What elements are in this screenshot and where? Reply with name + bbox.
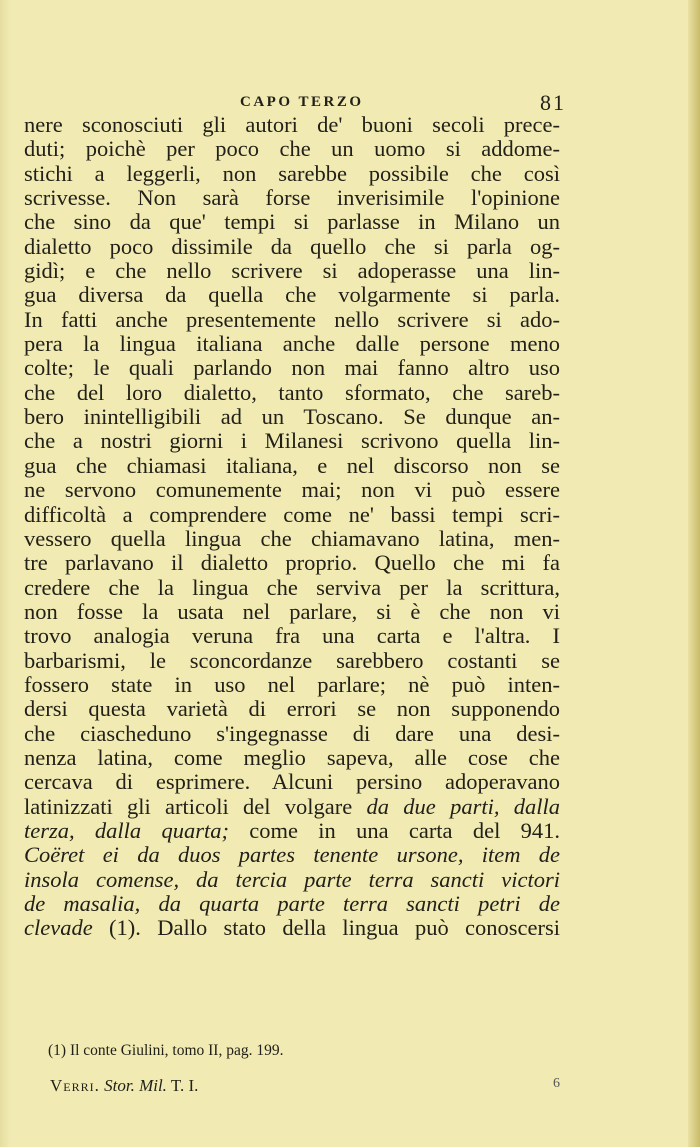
text-line: pera la lingua italiana anche dalle persone meno xyxy=(24,331,560,357)
text-line: che a nostri giorni i Milanesi scrivono quella lin- xyxy=(24,428,560,454)
text-line: barbarismi, le sconcordanze sarebbero costanti se xyxy=(24,647,560,673)
text-line: credere che la lingua che serviva per la scrittura, xyxy=(24,574,560,600)
text-line: gidì; e che nello scrivere si adoperasse una lin- xyxy=(24,258,560,284)
running-title: CAPO TERZO xyxy=(240,94,364,110)
text-line: stichi a leggerli, non sarebbe possibile che così xyxy=(24,160,560,186)
signature-title: Stor. Mil. xyxy=(104,1076,167,1095)
text-line: difficoltà a comprendere come ne' bassi tempi scri- xyxy=(24,501,560,527)
page-number: 81 xyxy=(540,90,566,115)
text-line: colte; le quali parlando non mai fanno altro uso xyxy=(24,355,560,381)
text-line: scrivesse. Non sarà forse inverisimile l'opinione xyxy=(24,185,560,211)
text-line: cercava di esprimere. Alcuni persino adoperavano xyxy=(24,769,560,795)
text-line: nere sconosciuti gli autori de' buoni secoli prece- xyxy=(24,112,560,137)
page-gutter-shade xyxy=(0,0,10,1147)
text-line: trovo analogia veruna fra una carta e l'altra. I xyxy=(24,623,560,649)
text-line: In fatti anche presentemente nello scrivere si ado- xyxy=(24,306,560,332)
body-text xyxy=(24,113,560,941)
text-line: che del loro dialetto, tanto sformato, che sareb- xyxy=(24,379,560,405)
italic-run: da due parti, dalla xyxy=(366,793,560,819)
italic-quotation-line: de masalia, da quarta parte terra sancti petri de xyxy=(24,891,560,916)
text-line: gua diversa da quella che volgarmente si parla. xyxy=(24,282,560,308)
signature-line xyxy=(50,1076,560,1100)
text-line: dialetto poco dissimile da quello che si parla og- xyxy=(24,233,560,259)
signature-volume: T. I. xyxy=(170,1076,199,1095)
text-line: nenza latina, come meglio sapeva, alle cose che xyxy=(24,744,560,770)
signature-left xyxy=(50,1076,198,1096)
text-line: che ciascheduno s'ingegnasse di dare una desi- xyxy=(24,720,560,746)
text-line: tre parlavano il dialetto proprio. Quello che mi fa xyxy=(24,550,560,576)
roman-run: latinizzati gli articoli del volgare xyxy=(24,793,367,819)
signature-author: Verri. xyxy=(50,1076,100,1095)
text-line: vessero quella lingua che chiamavano latina, men- xyxy=(24,525,560,551)
footnote: (1) Il conte Giulini, tomo II, pag. 199. xyxy=(48,1042,284,1059)
italic-quotation-line: insola comense, da tercia parte terra sancti victori xyxy=(24,866,560,892)
roman-run: come in una carta del 941. xyxy=(228,817,560,843)
text-line: fossero state in uso nel parlare; nè può inten- xyxy=(24,671,560,697)
italic-run: terza, dalla quarta; xyxy=(24,817,229,843)
text-line-mixed xyxy=(24,819,560,843)
sheet-mark: 6 xyxy=(553,1076,560,1091)
italic-run: clevade xyxy=(24,915,93,941)
text-line: che sino da que' tempi si parlasse in Milano un xyxy=(24,209,560,235)
text-line: ne servono comunemente mai; non vi può essere xyxy=(24,477,560,503)
text-line: non fosse la usata nel parlare, si è che non vi xyxy=(24,598,560,624)
text-line: dersi questa varietà di errori se non supponendo xyxy=(24,696,560,722)
text-line-mixed xyxy=(24,795,560,819)
text-line-mixed xyxy=(24,916,560,940)
italic-quotation-line: Coëret ei da duos partes tenente ursone, item de xyxy=(24,842,560,868)
text-line: bero inintelligibili ad un Toscano. Se dunque an- xyxy=(24,404,560,430)
roman-run: (1). Dallo stato della lingua può conoscersi xyxy=(92,915,560,941)
text-line: duti; poichè per poco che un uomo si addome- xyxy=(24,136,560,162)
text-line: gua che chiamasi italiana, e nel discorso non se xyxy=(24,452,560,478)
page-edge xyxy=(688,0,700,1147)
